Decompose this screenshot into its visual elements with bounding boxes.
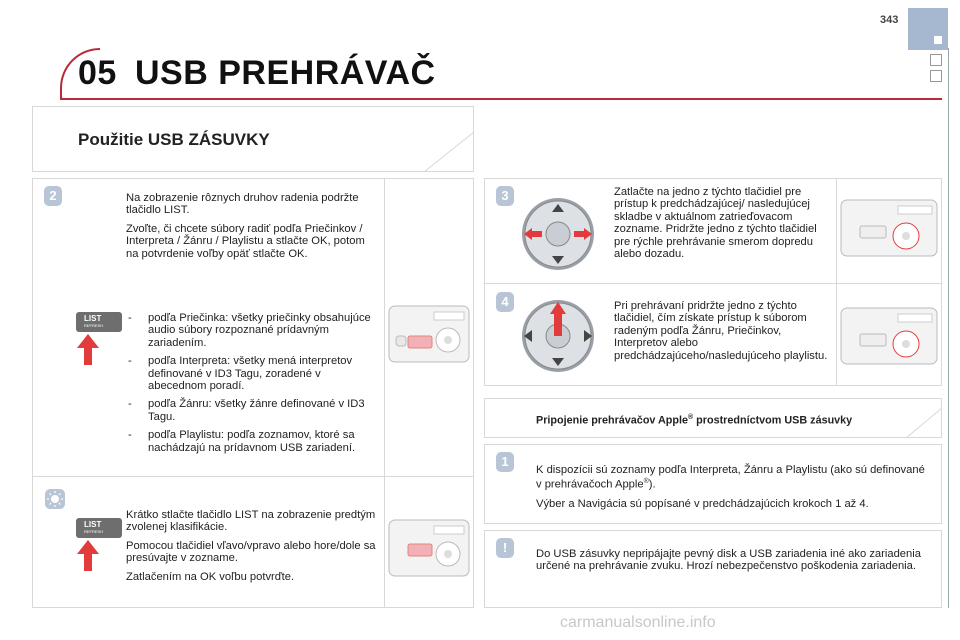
- step-1-text: [536, 464, 932, 516]
- side-box-icon: [930, 70, 942, 82]
- apple-heading: [536, 414, 852, 427]
- step-1-paragraph-1: [536, 464, 932, 492]
- radio-panel-illustration: [840, 196, 938, 260]
- side-rule: [948, 48, 949, 608]
- left-column-divider: [384, 179, 385, 607]
- side-box-icon: [930, 54, 942, 66]
- step-1-text-main: K dispozícii sú zoznamy podľa Interpreta, Žánru a Playlistu (ako sú definované v prehrávačoch Apple: [536, 464, 925, 492]
- lightbulb-tip-icon: [44, 488, 66, 510]
- warning-text: Do USB zásuvky nepripájajte pevný disk a USB zariadenia iné ako zariadenia určené na prehrávanie zvuku. Hrozí nebezpečenstvo poškodenia zariadenia.: [536, 548, 921, 573]
- header-rule: [62, 98, 942, 100]
- list-item: - podľa Žánru: všetky žánre definované v ID3 Tagu.: [126, 398, 376, 423]
- right-divider: [485, 283, 941, 284]
- dpad-up-down-icon: [520, 298, 596, 374]
- corner-tab: [908, 8, 948, 50]
- step-1-text-end: ).: [648, 479, 656, 492]
- list-button-sublabel: REFRESH: [84, 323, 104, 328]
- right-column-divider: [836, 179, 837, 385]
- step-2-badge: 2: [44, 186, 62, 206]
- apple-heading-text: Pripojenie prehrávačov Apple: [536, 414, 689, 427]
- step-3-text: Zatlačte na jedno z týchto tlačidiel pre prístup k predchádzajúcej/ nasledujúcej skladbe v aktuálnom zatrieďovacom zozname. Pridržte jedno z týchto tlačidiel pre rýchle prehrávanie smerom dopredu alebo dozadu.: [614, 186, 817, 261]
- list-item: - podľa Priečinka: všetky priečinky obsahujúce audio súbory rozpoznané prídavným zariadením.: [126, 312, 376, 349]
- list-button-illustration: [76, 312, 122, 332]
- page-number: 343: [880, 14, 899, 26]
- list-item: - podľa Playlistu: podľa zoznamov, ktoré sa nachádzajú na prídavnom USB zariadení.: [126, 429, 376, 454]
- step-1-badge: 1: [496, 452, 514, 472]
- tip-text: [126, 509, 376, 589]
- chapter-number: 05: [78, 54, 117, 92]
- panel-corner-diagonal: [424, 132, 474, 172]
- list-button-sublabel: REFRESH: [84, 529, 104, 534]
- registered-mark: ®: [688, 414, 694, 421]
- sort-options-list: [126, 312, 376, 460]
- list-button-label: LIST: [84, 314, 102, 323]
- press-arrow-icon: [77, 334, 99, 348]
- page-title: USB PREHRÁVAČ: [135, 54, 436, 92]
- footer-watermark: carmanualsonline.info: [560, 614, 716, 631]
- press-arrow-stem: [84, 553, 92, 571]
- warning-icon: !: [496, 538, 514, 558]
- left-divider: [33, 476, 473, 477]
- list-button-label: LIST: [84, 520, 102, 529]
- radio-panel-illustration: [840, 304, 938, 368]
- corner-square-icon: [934, 36, 942, 44]
- step-2-paragraph-1: Na zobrazenie rôznych druhov radenia podržte tlačidlo LIST.: [126, 192, 359, 217]
- step-3-badge: 3: [496, 186, 514, 206]
- radio-panel-illustration: [388, 514, 470, 580]
- panel-corner-diagonal: [906, 408, 942, 438]
- step-4-badge: 4: [496, 292, 514, 312]
- step-4-text: Pri prehrávaní pridržte jedno z týchto tlačidiel, čím získate prístup k súborom radeným podľa Žánru, Priečinkov, Interpretov alebo predchádzajúceho/nasledujúceho playlistu.: [614, 300, 828, 362]
- step-1-paragraph-2: Výber a Navigácia sú popísané v predchádzajúcich krokoch 1 až 4.: [536, 497, 869, 510]
- list-item: - podľa Interpreta: všetky mená interpretov definované v ID3 Tagu, zoradené v abecednom poradí.: [126, 355, 376, 392]
- tip-paragraph-2: Pomocou tlačidiel vľavo/vpravo alebo hore/dole sa presúvajte v zozname.: [126, 539, 376, 565]
- dpad-left-right-icon: [520, 196, 596, 272]
- tip-paragraph-3: Zatlačením na OK voľbu potvrďte.: [126, 570, 295, 583]
- list-button-illustration: [76, 518, 122, 538]
- registered-mark: ®: [643, 478, 649, 486]
- tip-paragraph-1: Krátko stlačte tlačidlo LIST na zobrazenie predtým zvolenej klasifikácie.: [126, 509, 376, 534]
- step-2-paragraph-2: Zvoľte, či chcete súbory radiť podľa Priečinkov / Interpreta / Žánru / Playlistu a stlačte OK, potom na potvrdenie voľby opäť stlačte OK.: [126, 222, 365, 260]
- apple-heading-text-end: prostredníctvom USB zásuvky: [693, 414, 853, 427]
- radio-panel-illustration: [388, 300, 470, 366]
- step-2-text: [126, 192, 376, 266]
- press-arrow-icon: [77, 540, 99, 554]
- press-arrow-stem: [84, 347, 92, 365]
- section-heading: Použitie USB ZÁSUVKY: [78, 130, 270, 149]
